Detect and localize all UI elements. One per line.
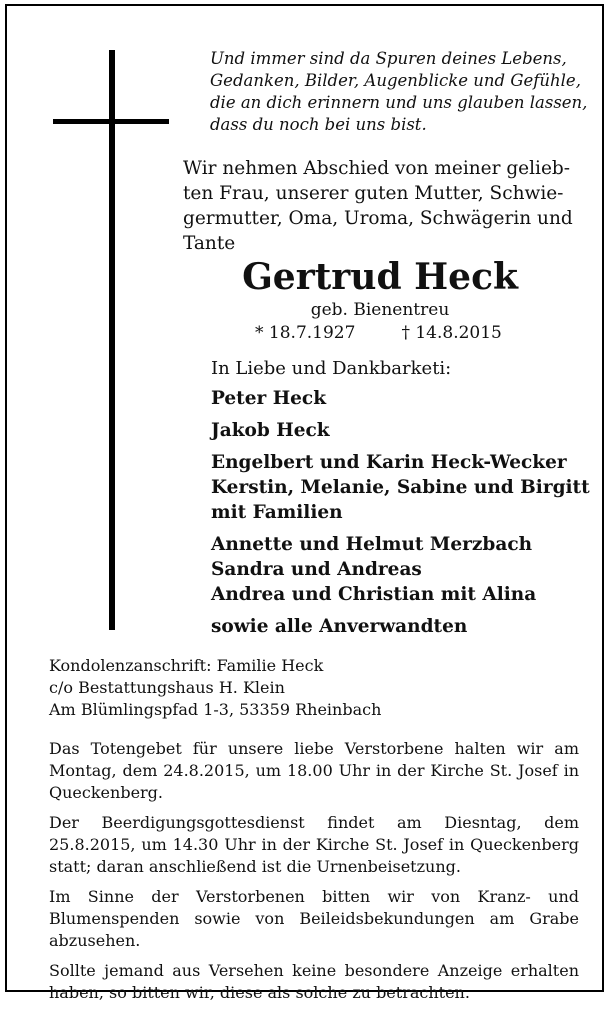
deceased-name: Gertrud Heck	[242, 256, 518, 298]
service-details	[49, 738, 579, 1012]
farewell-line: ten Frau, unserer guten Mutter, Schwie-	[183, 183, 564, 204]
mourner: Jakob Heck	[211, 420, 330, 441]
birth-name: geb. Bienentreu	[310, 300, 450, 320]
mourners-list	[211, 386, 591, 639]
poem	[210, 48, 590, 136]
mourner: Sandra und Andreas	[211, 559, 422, 580]
mourner: Annette und Helmut Merzbach	[211, 534, 533, 555]
paragraph-prayer: Das Totengebet für unsere liebe Verstorbene halten wir am Montag, dem 24.8.2015, um 18.00 Uhr in der Kirche St. Josef in Queckenberg.	[49, 739, 579, 802]
poem-line: die an dich erinnern und uns glauben lassen,	[210, 93, 588, 112]
poem-line: Und immer sind da Spuren deines Lebens,	[210, 49, 567, 68]
mourner: Peter Heck	[211, 388, 327, 409]
death-date: † 14.8.2015	[401, 323, 502, 343]
paragraph-flowers: Im Sinne der Verstorbenen bitten wir von Kranz- und Blumenspenden sowie von Beileidsbekundungen am Grabe abzusehen.	[49, 887, 579, 950]
life-dates	[255, 322, 502, 344]
mourner: Andrea und Christian mit Alina	[211, 584, 537, 605]
mourners-intro: In Liebe und Dankbarketi:	[211, 358, 452, 379]
cross-icon-bar	[53, 119, 169, 124]
mourner: sowie alle Anverwandten	[211, 616, 468, 637]
obituary-notice	[5, 4, 604, 1002]
address-line: Kondolenzanschrift: Familie Heck	[49, 656, 324, 675]
farewell-line: Wir nehmen Abschied von meiner gelieb-	[183, 158, 571, 179]
address-line: c/o Bestattungshaus H. Klein	[49, 678, 285, 697]
mourner: Engelbert und Karin Heck-Wecker	[211, 452, 567, 473]
paragraph-funeral: Der Beerdigungsgottesdienst findet am Diesntag, dem 25.8.2015, um 14.30 Uhr in der Kirche St. Josef in Queckenberg statt; daran anschließend ist die Urnenbeisetzung.	[49, 813, 579, 876]
farewell-line: Tante	[183, 233, 236, 254]
cross-icon	[109, 50, 115, 630]
poem-line: Gedanken, Bilder, Augenblicke und Gefühle,	[210, 71, 581, 90]
farewell-text	[183, 156, 577, 256]
poem-line: dass du noch bei uns bist.	[210, 115, 427, 134]
mourner: mit Familien	[211, 502, 343, 523]
paragraph-notice: Sollte jemand aus Versehen keine besondere Anzeige erhalten haben, so bitten wir, diese als solche zu betrachten.	[49, 961, 579, 1002]
address-line: Am Blümlingspfad 1-3, 53359 Rheinbach	[49, 700, 382, 719]
mourner: Kerstin, Melanie, Sabine und Birgitt	[211, 477, 590, 498]
condolence-address	[49, 655, 589, 721]
birth-date: * 18.7.1927	[255, 323, 356, 343]
farewell-line: germutter, Oma, Uroma, Schwägerin und	[183, 208, 573, 229]
